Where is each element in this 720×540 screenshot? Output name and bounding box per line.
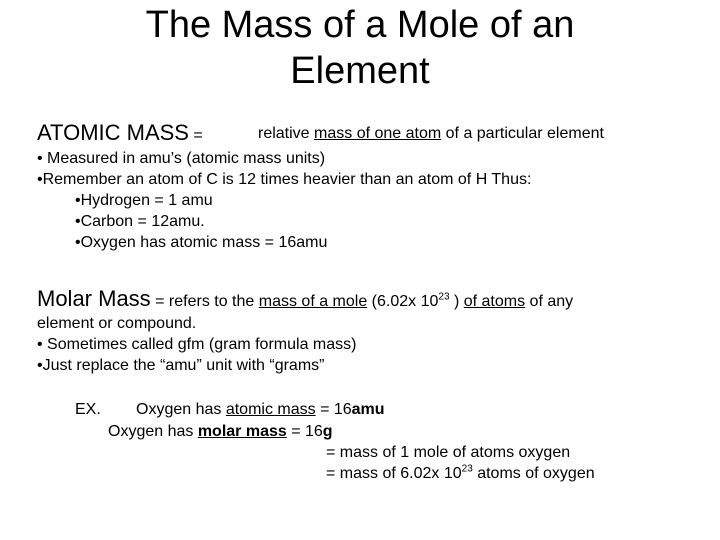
molar-mass-bullet-2: •Just replace the “amu” unit with “grams” [37,357,325,374]
molar-mass-heading: Molar Mass [37,286,151,311]
example-line-4-exponent: 23 [461,463,473,475]
slide-title-line-2: Element [290,50,430,92]
molar-mass-bullet-1: • Sometimes called gfm (gram formula mass) [37,336,357,353]
slide-title-line-1: The Mass of a Mole of an [145,4,575,46]
example-line-2-text: Oxygen has [108,423,198,440]
atomic-mass-sub-bullet-carbon: •Carbon = 12amu. [75,213,205,230]
molar-mass-def-underlined-2: of atoms [463,293,526,310]
example-line-4 [326,465,595,483]
molar-mass-def-mid: (6.02x 10 [367,293,439,310]
atomic-mass-def-end: of a particular element [441,125,604,142]
example-line-4-end: atoms of oxygen [472,465,595,482]
atomic-mass-def-text: relative [258,125,315,142]
atomic-mass-bullet-1: • Measured in amu’s (atomic mass units) [37,150,326,167]
example-line-1-unit: amu [351,401,385,418]
example-label: EX. [75,401,101,418]
atomic-mass-heading: ATOMIC MASS [37,120,189,145]
example-line-2-underlined: molar mass [197,423,287,440]
molar-mass-def-post: ) [449,293,464,310]
example-line-1-value: = 16 [315,401,352,418]
example-line-2-value: = 16 [286,423,323,440]
molar-mass-def-underlined-1: mass of a mole [258,293,368,310]
atomic-mass-definition [258,125,604,143]
example-line-2-unit: g [322,423,333,440]
molar-mass-def-end: of any [525,293,574,310]
example-line-2 [108,423,333,441]
example-line-1-text: Oxygen has [136,401,226,418]
example-line-1-underlined: atomic mass [225,401,316,418]
atomic-mass-bullet-2: •Remember an atom of C is 12 times heavier than an atom of H Thus: [37,171,532,188]
molar-mass-exponent: 23 [438,291,450,303]
atomic-mass-def-underlined: mass of one atom [314,125,442,142]
molar-mass-line-2: element or compound. [37,315,197,332]
example-line-1 [136,401,385,419]
example-line-4-text: = mass of 6.02x 10 [326,465,462,482]
atomic-mass-equals: = [188,127,203,144]
molar-mass-heading-row [37,286,573,312]
atomic-mass-sub-bullet-oxygen: •Oxygen has atomic mass = 16amu [75,234,328,251]
molar-mass-def-pre: = refers to the [150,293,259,310]
example-line-3: = mass of 1 mole of atoms oxygen [326,444,571,461]
atomic-mass-heading-row [37,120,203,146]
atomic-mass-sub-bullet-hydrogen: •Hydrogen = 1 amu [75,192,213,209]
